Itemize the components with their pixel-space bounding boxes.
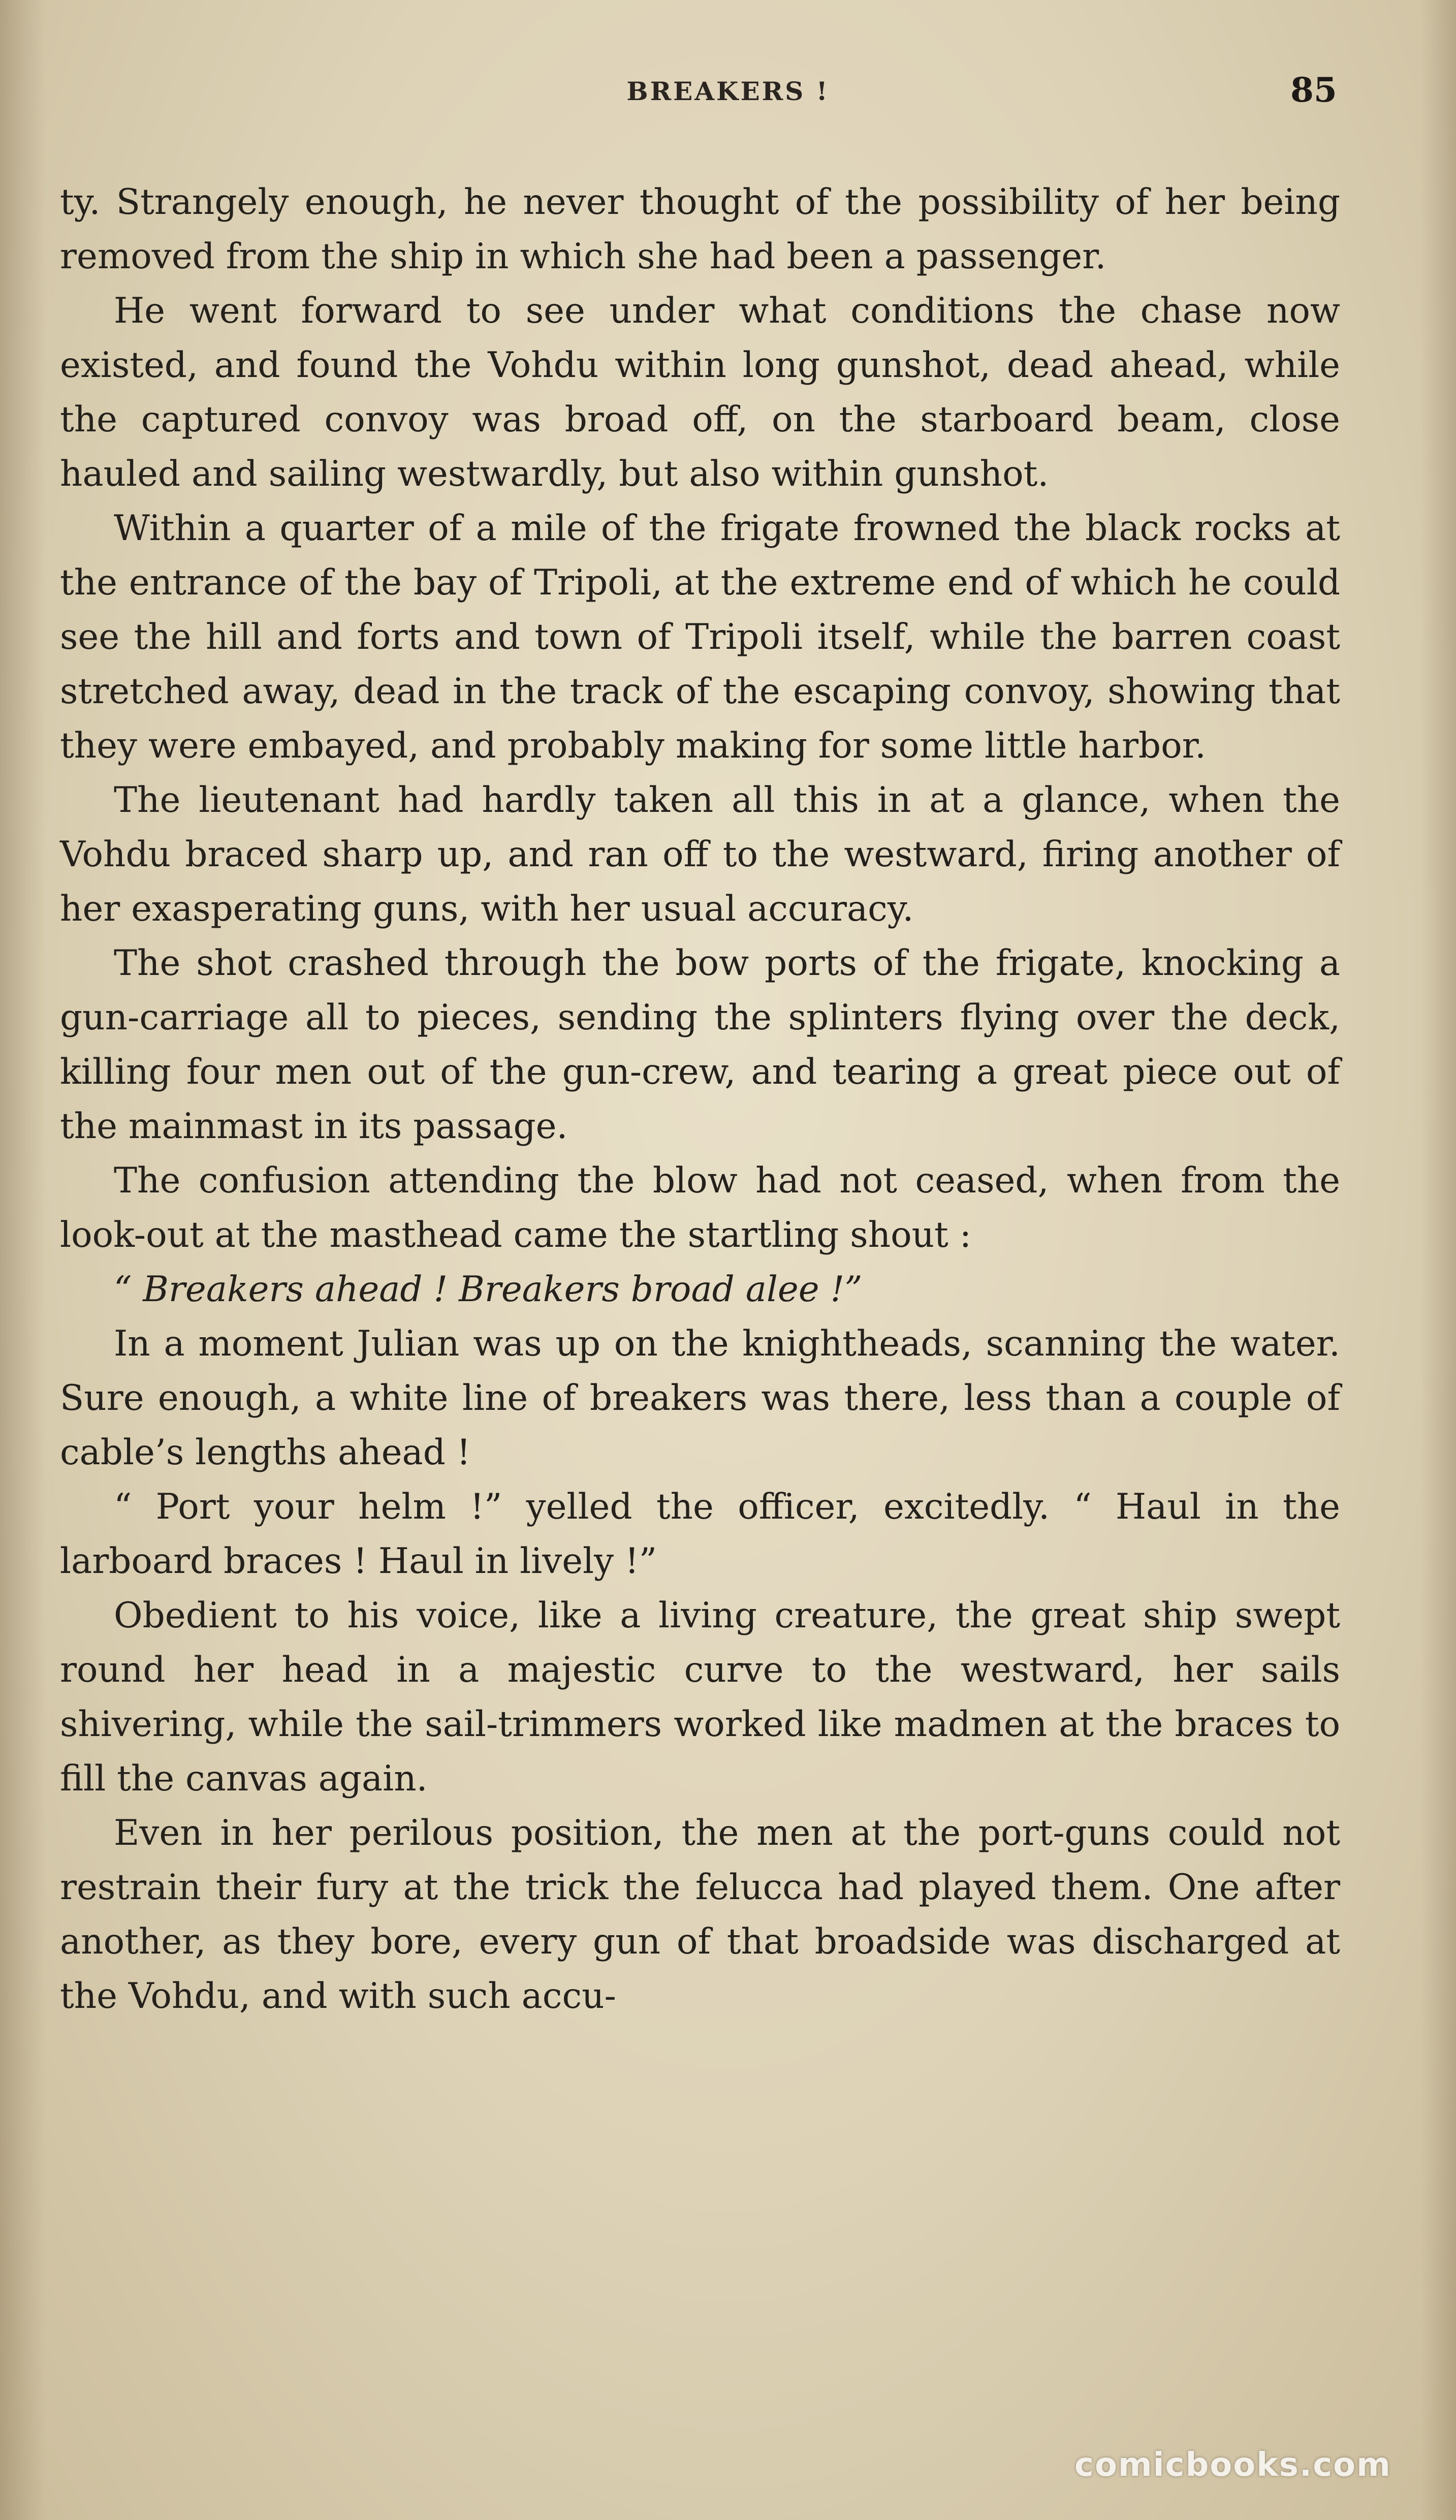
paragraph-2: He went forward to see under what conditions the chase now existed, and found the Vohdu within long gunshot, dead ahead, while the captured convoy was broad off, on the starboard beam, close hauled and sailing westwardly, but also within gunshot. xyxy=(60,291,1340,494)
paragraph-11: Even in her perilous position, the men at the port-guns could not restrain their fury at the trick the felucca had played them. One after another, as they bore, every gun of that broadside was discharged at the Vohdu, and with such accu- xyxy=(60,1813,1340,2017)
page-number: 85 xyxy=(1290,70,1337,110)
paragraph-10: Obedient to his voice, like a living creature, the great ship swept round her head in a majestic curve to the westward, her sails shivering, while the sail-trimmers worked like madmen at the braces to fill the canvas again. xyxy=(60,1595,1340,1799)
site-watermark: comicbooks.com xyxy=(1074,2446,1391,2484)
paragraph-5: The shot crashed through the bow ports of the frigate, knocking a gun-carriage all to pieces, sending the splinters flying over the deck, killing four men out of the gun-crew, and tearing a great piece out of the mainmast in its passage. xyxy=(60,943,1340,1147)
page-edge-shadow-left xyxy=(0,0,46,2520)
paragraph-4: The lieutenant had hardly taken all this in at a glance, when the Vohdu braced sharp up, and ran off to the westward, firing another of her exasperating guns, with her usual accuracy. xyxy=(60,780,1340,929)
running-header-title: BREAKERS ! xyxy=(626,76,830,106)
paragraph-3: Within a quarter of a mile of the frigate frowned the black rocks at the entrance of the bay of Tripoli, at the extreme end of which he could see the hill and forts and town of Tripoli itself, while the barren coast stretched away, dead in the track of the escaping convoy, showing that they were embayed, and probably making for some little harbor. xyxy=(60,508,1340,766)
page-edge-shadow-right xyxy=(1420,0,1456,2520)
body-text xyxy=(60,175,1340,2024)
paragraph-9: “ Port your helm !” yelled the officer, excitedly. “ Haul in the larboard braces ! Haul in lively !” xyxy=(60,1487,1340,1582)
shout-line: “ Breakers ahead ! Breakers broad alee !” xyxy=(114,1269,863,1310)
paragraph-6: The confusion attending the blow had not ceased, when from the look-out at the masthead came the startling shout : xyxy=(60,1160,1340,1255)
paragraph-1: ty. Strangely enough, he never thought of the possibility of her being removed from the ship in which she had been a passenger. xyxy=(60,182,1340,277)
paragraph-8: In a moment Julian was up on the knightheads, scanning the water. Sure enough, a white line of breakers was there, less than a couple of cable’s lengths ahead ! xyxy=(60,1324,1340,1473)
